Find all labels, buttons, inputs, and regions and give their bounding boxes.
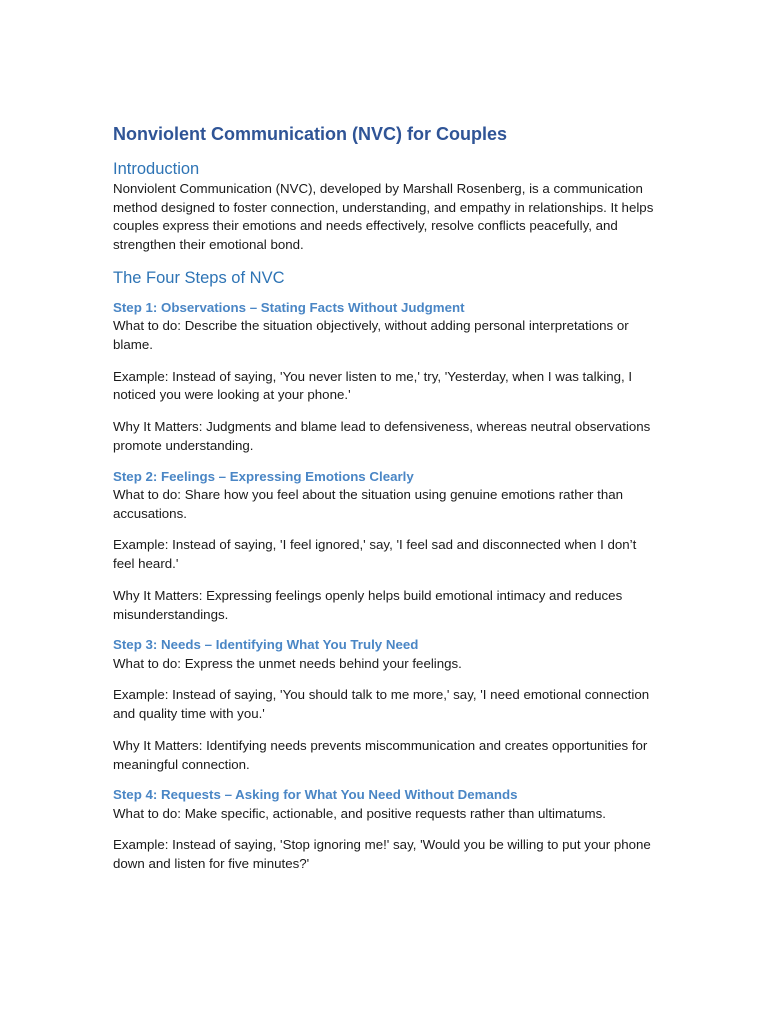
step-1-why: Why It Matters: Judgments and blame lead to defensiveness, whereas neutral observations promote understanding. [113,419,651,453]
step-2-why: Why It Matters: Expressing feelings openly helps build emotional intimacy and reduces misunderstandings. [113,587,623,622]
step-1 [113,299,658,456]
step-3-what: What to do: Express the unmet needs behind your feelings. [113,655,462,671]
introduction-heading: Introduction [113,160,200,178]
document-page [113,122,658,886]
step-4 [113,786,658,874]
step-1-heading: Step 1: Observations – Stating Facts Without Judgment [113,299,465,315]
step-4-example: Example: Instead of saying, 'Stop ignoring me!' say, 'Would you be willing to put your phone down and listen for five minutes?' [113,837,651,872]
document-title: Nonviolent Communication (NVC) for Couples [113,124,507,144]
introduction-text: Nonviolent Communication (NVC), developed by Marshall Rosenberg, is a communication method designed to foster connection, understanding, and empathy in relationships. It helps couples express their emotions and needs effectively, resolve conflicts peacefully, and strengthen their emotional bond. [113,181,654,253]
step-1-what: What to do: Describe the situation objectively, without adding personal interpretations or blame. [113,318,629,353]
step-4-heading: Step 4: Requests – Asking for What You Need Without Demands [113,787,518,803]
step-3 [113,636,658,774]
step-2 [113,468,658,625]
step-2-what: What to do: Share how you feel about the situation using genuine emotions rather than accusations. [113,487,624,521]
step-3-heading: Step 3: Needs – Identifying What You Truly Need [113,637,419,653]
step-3-example: Example: Instead of saying, 'You should talk to me more,' say, 'I need emotional connection and quality time with you.' [113,687,650,722]
step-4-what: What to do: Make specific, actionable, and positive requests rather than ultimatums. [113,805,606,821]
step-1-example: Example: Instead of saying, 'You never listen to me,' try, 'Yesterday, when I was talking, I noticed you were looking at your phone.' [113,368,633,403]
four-steps-heading: The Four Steps of NVC [113,268,285,287]
step-2-example: Example: Instead of saying, 'I feel ignored,' say, 'I feel sad and disconnected when I don’t feel heard.' [113,537,637,572]
step-2-heading: Step 2: Feelings – Expressing Emotions Clearly [113,468,414,484]
step-3-why: Why It Matters: Identifying needs prevents miscommunication and creates opportunities for meaningful connection. [113,737,648,772]
